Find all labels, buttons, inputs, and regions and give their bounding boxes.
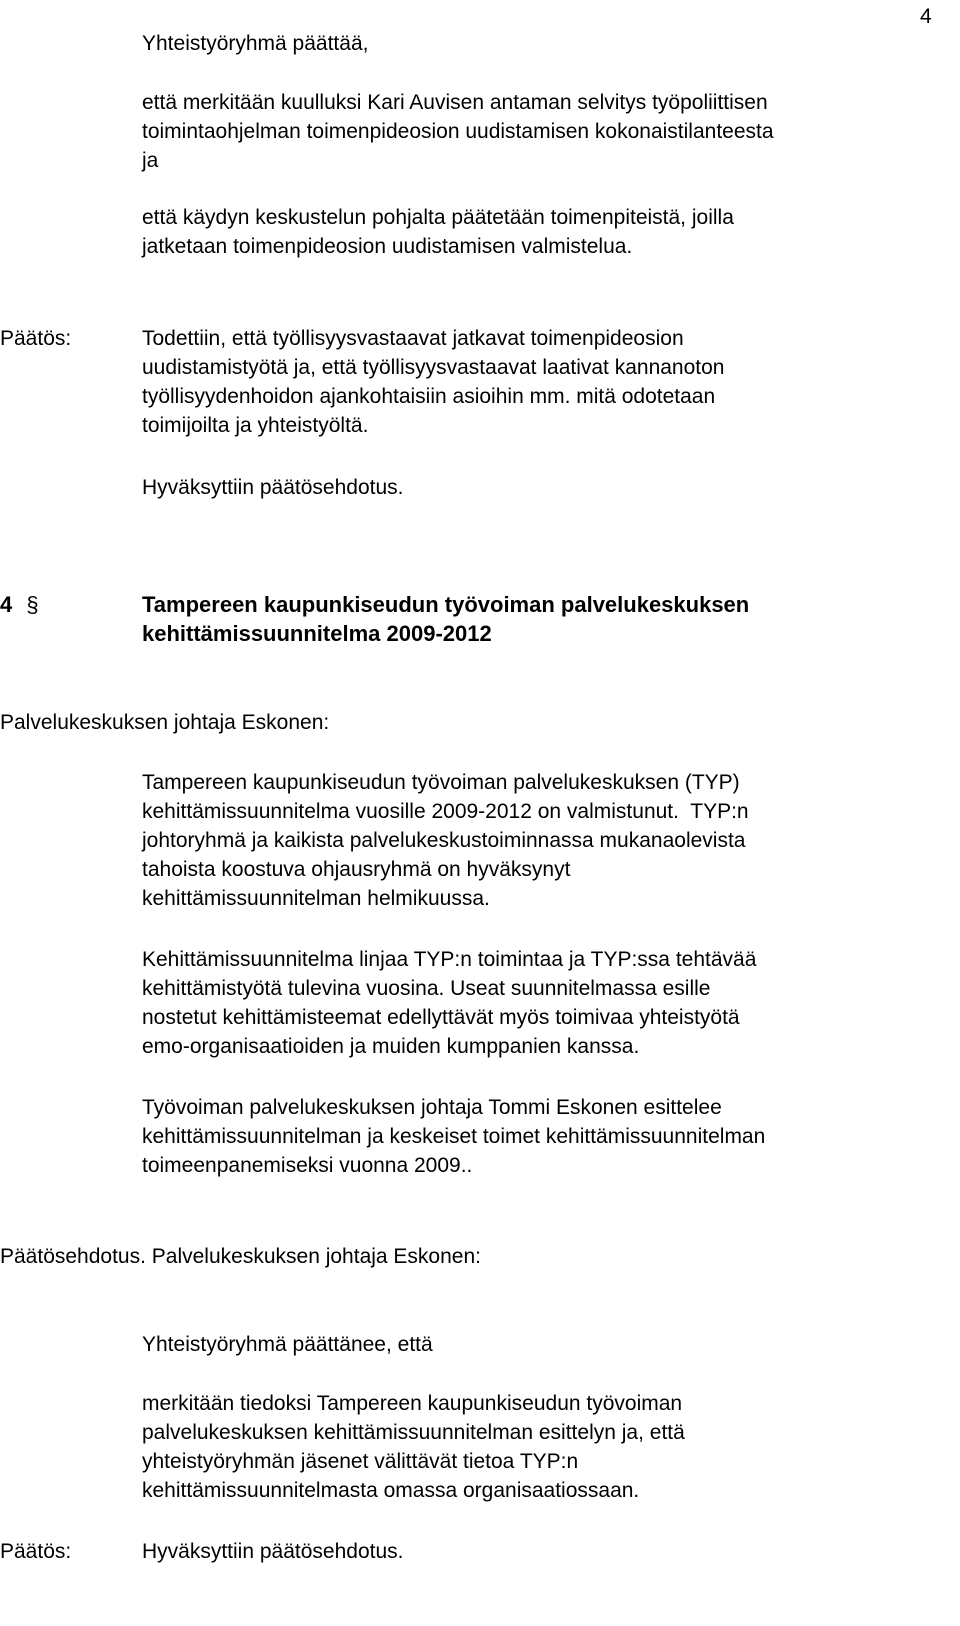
text-line: merkitään tiedoksi Tampereen kaupunkiseudun työvoiman [142, 1392, 683, 1415]
text-line: kehittämissuunnitelma vuosille 2009-2012 on valmistunut. TYP:n [142, 800, 749, 823]
section1-decision-text [142, 324, 724, 440]
text-line: toimintaohjelman toimenpideosion uudistamisen kokonaistilanteesta [142, 120, 774, 143]
section1-decision-label: Päätös: [0, 327, 72, 350]
text-line: että merkitään kuulluksi Kari Auvisen antaman selvitys työpoliittisen [142, 91, 768, 114]
title-line: kehittämissuunnitelma 2009-2012 [142, 621, 492, 646]
section1-intro: Yhteistyöryhmä päättää, [142, 32, 369, 55]
text-line: että käydyn keskustelun pohjalta päätetään toimenpiteistä, joilla [142, 206, 734, 229]
text-line: yhteistyöryhmän jäsenet välittävät tietoa TYP:n [142, 1450, 579, 1473]
page-number: 4 [920, 5, 932, 28]
section2-decision-label: Päätös: [0, 1540, 72, 1563]
section2-title [142, 590, 749, 648]
section1-item2 [142, 203, 734, 261]
text-line: kehittämistyötä tulevina vuosina. Useat suunnitelmassa esille [142, 977, 711, 1000]
text-line: toimeenpanemiseksi vuonna 2009.. [142, 1154, 473, 1177]
text-line: toimijoilta ja yhteistyöltä. [142, 414, 369, 437]
section1-item1 [142, 88, 774, 175]
section1-approved: Hyväksyttiin päätösehdotus. [142, 476, 404, 499]
text-line: Tampereen kaupunkiseudun työvoiman palvelukeskuksen (TYP) [142, 771, 740, 794]
section2-presenter: Palvelukeskuksen johtaja Eskonen: [0, 711, 330, 734]
text-line: kehittämissuunnitelmasta omassa organisaatiossaan. [142, 1479, 640, 1502]
section-mark: § [26, 592, 39, 617]
text-line: uudistamistyötä ja, että työllisyysvastaavat laativat kannanoton [142, 356, 725, 379]
text-line: Työvoiman palvelukeskuksen johtaja Tommi Eskonen esittelee [142, 1096, 722, 1119]
section-number: 4 [0, 592, 13, 617]
section2-proposal-heading: Päätösehdotus. Palvelukeskuksen johtaja Eskonen: [0, 1245, 481, 1268]
section2-approved: Hyväksyttiin päätösehdotus. [142, 1540, 404, 1563]
section2-para1 [142, 768, 749, 913]
text-line: emo-organisaatioiden ja muiden kumppanien kanssa. [142, 1035, 640, 1058]
title-line: Tampereen kaupunkiseudun työvoiman palvelukeskuksen [142, 592, 750, 617]
text-line: nostetut kehittämisteemat edellyttävät myös toimivaa yhteistyötä [142, 1006, 740, 1029]
section-heading-number [0, 590, 39, 619]
text-line: johtoryhmä ja kaikista palvelukeskustoiminnassa mukanaolevista [142, 829, 746, 852]
text-line: jatketaan toimenpideosion uudistamisen valmistelua. [142, 235, 633, 258]
section2-proposal-text [142, 1389, 685, 1505]
text-line: tahoista koostuva ohjausryhmä on hyväksynyt [142, 858, 571, 881]
section2-para2 [142, 945, 756, 1061]
text-line: palvelukeskuksen kehittämissuunnitelman esittelyn ja, että [142, 1421, 685, 1444]
text-line: Kehittämissuunnitelma linjaa TYP:n toimintaa ja TYP:ssa tehtävää [142, 948, 757, 971]
text-line: Todettiin, että työllisyysvastaavat jatkavat toimenpideosion [142, 327, 684, 350]
text-line: työllisyydenhoidon ajankohtaisiin asioihin mm. mitä odotetaan [142, 385, 716, 408]
section2-para3 [142, 1093, 765, 1180]
text-line: kehittämissuunnitelman ja keskeiset toimet kehittämissuunnitelman [142, 1125, 766, 1148]
text-line: kehittämissuunnitelman helmikuussa. [142, 887, 490, 910]
section2-proposal-intro: Yhteistyöryhmä päättänee, että [142, 1333, 433, 1356]
text-line: ja [142, 149, 159, 172]
